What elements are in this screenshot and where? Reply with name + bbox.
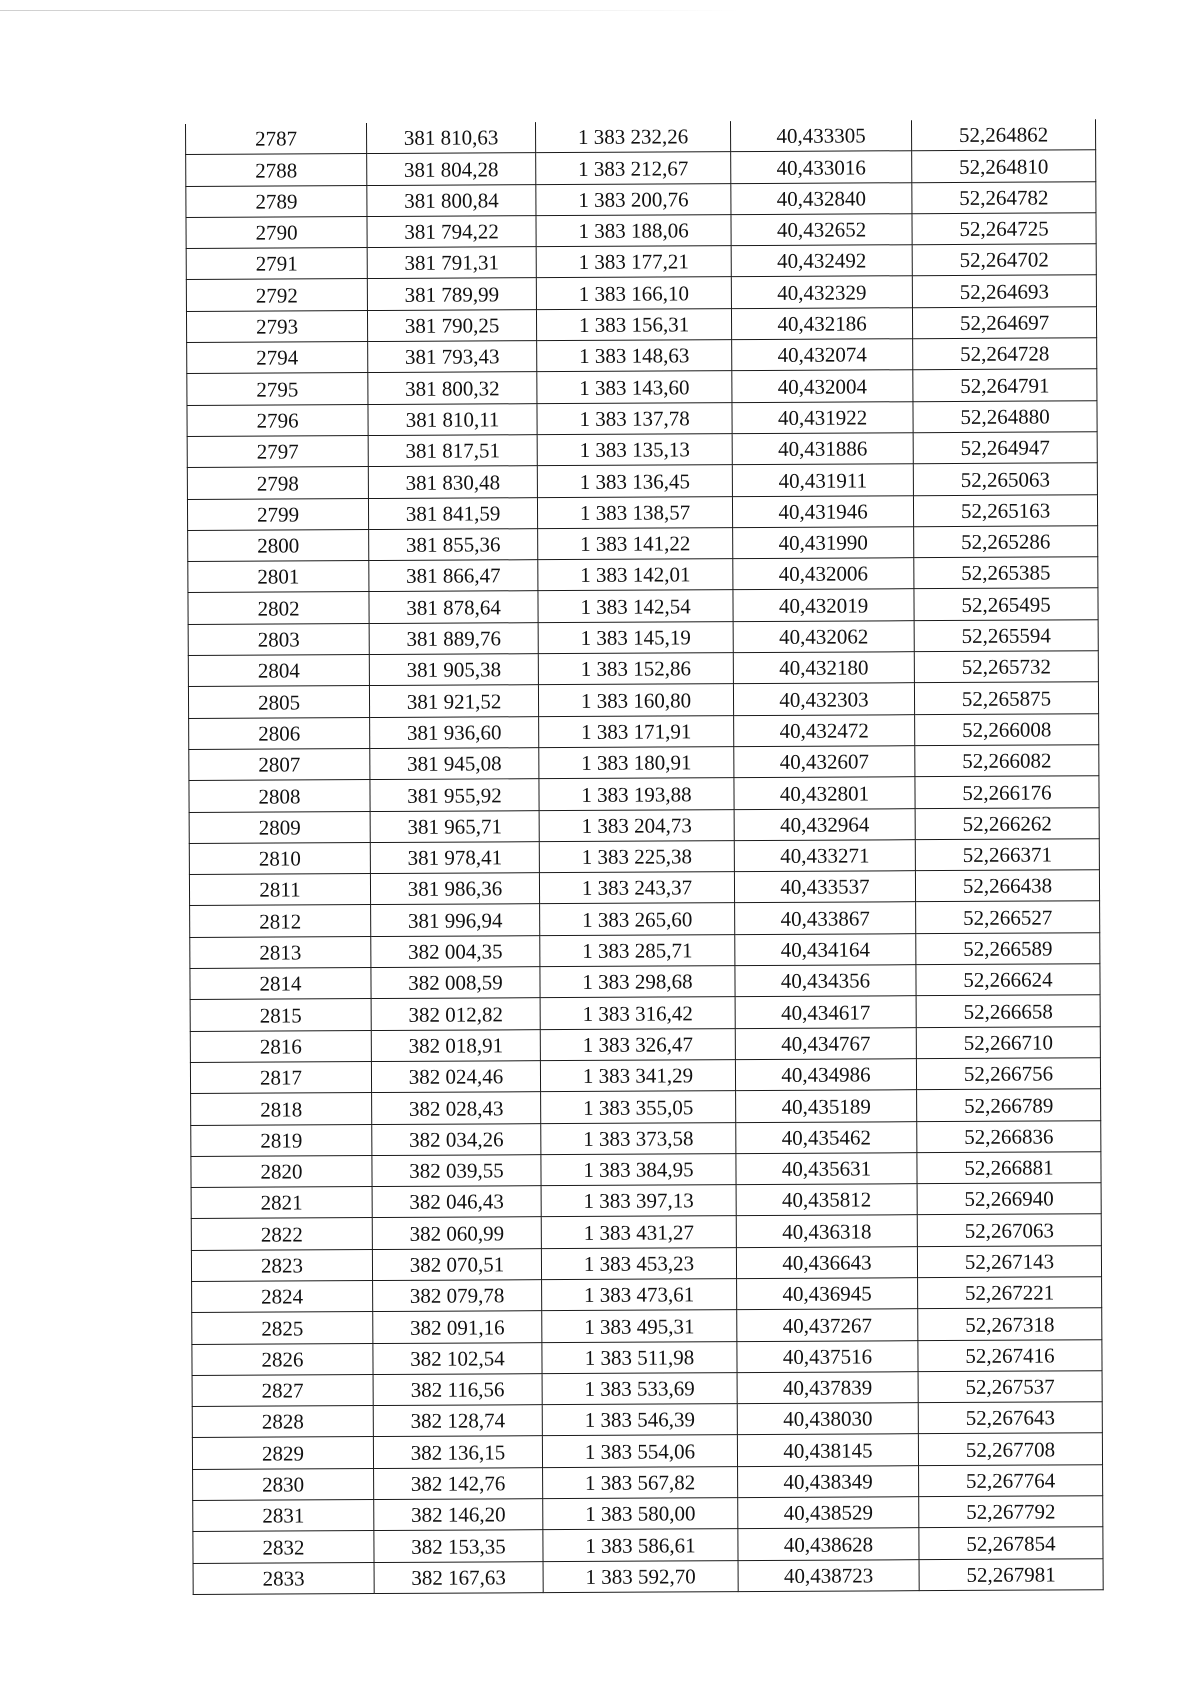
table-row xyxy=(186,150,1096,186)
latitude-cell: 40,432329 xyxy=(731,276,912,308)
longitude-cell: 52,267764 xyxy=(919,1464,1103,1496)
x-coordinate-cell: 381 810,63 xyxy=(366,122,535,154)
table-row xyxy=(191,1214,1101,1250)
x-coordinate-cell: 382 128,74 xyxy=(373,1405,542,1437)
point-number-cell: 2805 xyxy=(188,686,369,718)
longitude-cell: 52,264728 xyxy=(913,338,1097,370)
longitude-cell: 52,264810 xyxy=(912,150,1096,182)
longitude-cell: 52,267981 xyxy=(919,1558,1103,1590)
table-row xyxy=(193,1527,1103,1563)
latitude-cell: 40,438349 xyxy=(738,1465,919,1497)
longitude-cell: 52,266940 xyxy=(917,1183,1101,1215)
latitude-cell: 40,435812 xyxy=(736,1184,917,1216)
table-row xyxy=(186,275,1096,311)
point-number-cell: 2792 xyxy=(186,279,367,311)
table-row xyxy=(188,619,1098,655)
x-coordinate-cell: 382 146,20 xyxy=(374,1499,543,1531)
latitude-cell: 40,434767 xyxy=(735,1027,916,1059)
latitude-cell: 40,438628 xyxy=(738,1528,919,1560)
point-number-cell: 2826 xyxy=(192,1343,373,1375)
x-coordinate-cell: 381 866,47 xyxy=(369,560,538,592)
y-coordinate-cell: 1 383 554,06 xyxy=(542,1435,737,1467)
y-coordinate-cell: 1 383 177,21 xyxy=(536,246,731,278)
longitude-cell: 52,266008 xyxy=(915,713,1099,745)
table-row xyxy=(190,932,1100,968)
latitude-cell: 40,431886 xyxy=(732,433,913,465)
longitude-cell: 52,266881 xyxy=(917,1152,1101,1184)
longitude-cell: 52,267643 xyxy=(918,1402,1102,1434)
longitude-cell: 52,265732 xyxy=(914,651,1098,683)
longitude-cell: 52,264862 xyxy=(911,119,1095,151)
longitude-cell: 52,266527 xyxy=(916,901,1100,933)
latitude-cell: 40,433867 xyxy=(735,902,916,934)
latitude-cell: 40,432019 xyxy=(733,589,914,621)
latitude-cell: 40,434356 xyxy=(735,965,916,997)
point-number-cell: 2799 xyxy=(187,498,368,530)
y-coordinate-cell: 1 383 431,27 xyxy=(541,1216,736,1248)
point-number-cell: 2823 xyxy=(191,1249,372,1281)
longitude-cell: 52,266789 xyxy=(917,1089,1101,1121)
longitude-cell: 52,264880 xyxy=(913,400,1097,432)
coordinates-table xyxy=(185,119,1104,1595)
latitude-cell: 40,432801 xyxy=(734,777,915,809)
latitude-cell: 40,432607 xyxy=(734,746,915,778)
table-row xyxy=(188,588,1098,624)
point-number-cell: 2830 xyxy=(193,1468,374,1500)
longitude-cell: 52,267708 xyxy=(918,1433,1102,1465)
latitude-cell: 40,432472 xyxy=(734,714,915,746)
table-row xyxy=(186,307,1096,343)
x-coordinate-cell: 381 955,92 xyxy=(370,779,539,811)
table-row xyxy=(193,1558,1103,1594)
table-row xyxy=(192,1308,1102,1344)
point-number-cell: 2791 xyxy=(186,248,367,280)
point-number-cell: 2787 xyxy=(186,123,367,155)
y-coordinate-cell: 1 383 567,82 xyxy=(543,1466,738,1498)
point-number-cell: 2821 xyxy=(191,1187,372,1219)
point-number-cell: 2789 xyxy=(186,185,367,217)
latitude-cell: 40,432303 xyxy=(733,683,914,715)
longitude-cell: 52,264697 xyxy=(912,307,1096,339)
table-row xyxy=(191,1120,1101,1156)
table-row xyxy=(186,213,1096,249)
table-row xyxy=(186,119,1096,155)
x-coordinate-cell: 381 794,22 xyxy=(367,216,536,248)
y-coordinate-cell: 1 383 171,91 xyxy=(539,715,734,747)
x-coordinate-cell: 382 091,16 xyxy=(373,1311,542,1343)
longitude-cell: 52,266710 xyxy=(916,1026,1100,1058)
table-row xyxy=(191,1152,1101,1188)
y-coordinate-cell: 1 383 546,39 xyxy=(542,1404,737,1436)
latitude-cell: 40,432652 xyxy=(731,214,912,246)
latitude-cell: 40,432186 xyxy=(731,307,912,339)
x-coordinate-cell: 381 936,60 xyxy=(370,716,539,748)
point-number-cell: 2831 xyxy=(193,1500,374,1532)
point-number-cell: 2803 xyxy=(188,623,369,655)
point-number-cell: 2808 xyxy=(189,780,370,812)
point-number-cell: 2825 xyxy=(192,1312,373,1344)
y-coordinate-cell: 1 383 533,69 xyxy=(542,1373,737,1405)
latitude-cell: 40,438145 xyxy=(737,1434,918,1466)
x-coordinate-cell: 381 965,71 xyxy=(370,810,539,842)
y-coordinate-cell: 1 383 152,86 xyxy=(538,653,733,685)
table-row xyxy=(187,432,1097,468)
y-coordinate-cell: 1 383 473,61 xyxy=(542,1279,737,1311)
latitude-cell: 40,437516 xyxy=(737,1340,918,1372)
longitude-cell: 52,266589 xyxy=(916,932,1100,964)
x-coordinate-cell: 381 804,28 xyxy=(367,153,536,185)
x-coordinate-cell: 382 024,46 xyxy=(371,1061,540,1093)
y-coordinate-cell: 1 383 373,58 xyxy=(541,1122,736,1154)
coordinates-table-body xyxy=(186,119,1104,1594)
longitude-cell: 52,267792 xyxy=(919,1496,1103,1528)
x-coordinate-cell: 381 810,11 xyxy=(368,403,537,435)
table-row xyxy=(193,1464,1103,1500)
table-row xyxy=(188,651,1098,687)
table-row xyxy=(187,494,1097,530)
y-coordinate-cell: 1 383 143,60 xyxy=(537,371,732,403)
latitude-cell: 40,435189 xyxy=(736,1090,917,1122)
longitude-cell: 52,265385 xyxy=(914,557,1098,589)
y-coordinate-cell: 1 383 166,10 xyxy=(536,277,731,309)
table-row xyxy=(187,369,1097,405)
longitude-cell: 52,264947 xyxy=(913,432,1097,464)
y-coordinate-cell: 1 383 136,45 xyxy=(537,465,732,497)
longitude-cell: 52,265063 xyxy=(913,463,1097,495)
longitude-cell: 52,266262 xyxy=(915,807,1099,839)
table-row xyxy=(191,1089,1101,1125)
longitude-cell: 52,266624 xyxy=(916,964,1100,996)
latitude-cell: 40,432004 xyxy=(732,370,913,402)
x-coordinate-cell: 382 034,26 xyxy=(372,1123,541,1155)
latitude-cell: 40,435462 xyxy=(736,1121,917,1153)
point-number-cell: 2816 xyxy=(190,1030,371,1062)
y-coordinate-cell: 1 383 285,71 xyxy=(540,934,735,966)
latitude-cell: 40,431922 xyxy=(732,401,913,433)
table-row xyxy=(190,901,1100,937)
x-coordinate-cell: 381 945,08 xyxy=(370,748,539,780)
table-row xyxy=(188,526,1098,562)
latitude-cell: 40,434164 xyxy=(735,933,916,965)
latitude-cell: 40,438030 xyxy=(737,1403,918,1435)
point-number-cell: 2795 xyxy=(187,373,368,405)
y-coordinate-cell: 1 383 160,80 xyxy=(538,684,733,716)
longitude-cell: 52,264782 xyxy=(912,181,1096,213)
longitude-cell: 52,267318 xyxy=(918,1308,1102,1340)
point-number-cell: 2800 xyxy=(188,529,369,561)
x-coordinate-cell: 381 793,43 xyxy=(368,341,537,373)
x-coordinate-cell: 382 060,99 xyxy=(372,1217,541,1249)
point-number-cell: 2793 xyxy=(186,310,367,342)
table-row xyxy=(189,839,1099,875)
point-number-cell: 2829 xyxy=(192,1437,373,1469)
point-number-cell: 2832 xyxy=(193,1531,374,1563)
y-coordinate-cell: 1 383 135,13 xyxy=(537,434,732,466)
x-coordinate-cell: 381 800,32 xyxy=(368,372,537,404)
point-number-cell: 2812 xyxy=(190,905,371,937)
x-coordinate-cell: 382 028,43 xyxy=(372,1092,541,1124)
x-coordinate-cell: 382 018,91 xyxy=(371,1029,540,1061)
table-row xyxy=(190,1026,1100,1062)
point-number-cell: 2820 xyxy=(191,1155,372,1187)
table-row xyxy=(192,1371,1102,1407)
point-number-cell: 2798 xyxy=(187,467,368,499)
longitude-cell: 52,267063 xyxy=(917,1214,1101,1246)
latitude-cell: 40,438529 xyxy=(738,1497,919,1529)
point-number-cell: 2804 xyxy=(188,655,369,687)
point-number-cell: 2815 xyxy=(190,999,371,1031)
x-coordinate-cell: 381 905,38 xyxy=(369,654,538,686)
table-row xyxy=(189,807,1099,843)
latitude-cell: 40,432492 xyxy=(731,245,912,277)
y-coordinate-cell: 1 383 586,61 xyxy=(543,1529,738,1561)
latitude-cell: 40,432074 xyxy=(732,339,913,371)
x-coordinate-cell: 382 102,54 xyxy=(373,1342,542,1374)
table-row xyxy=(186,181,1096,217)
table-row xyxy=(189,713,1099,749)
y-coordinate-cell: 1 383 243,37 xyxy=(539,872,734,904)
longitude-cell: 52,267143 xyxy=(917,1245,1101,1277)
latitude-cell: 40,432006 xyxy=(733,558,914,590)
table-row xyxy=(192,1402,1102,1438)
latitude-cell: 40,432840 xyxy=(731,182,912,214)
point-number-cell: 2833 xyxy=(193,1562,374,1594)
longitude-cell: 52,266082 xyxy=(915,745,1099,777)
table-row xyxy=(187,463,1097,499)
table-row xyxy=(190,1058,1100,1094)
table-row xyxy=(191,1245,1101,1281)
y-coordinate-cell: 1 383 156,31 xyxy=(536,308,731,340)
x-coordinate-cell: 381 889,76 xyxy=(369,622,538,654)
y-coordinate-cell: 1 383 355,05 xyxy=(541,1091,736,1123)
table-row xyxy=(192,1277,1102,1313)
latitude-cell: 40,438723 xyxy=(738,1559,919,1591)
y-coordinate-cell: 1 383 316,42 xyxy=(540,997,735,1029)
y-coordinate-cell: 1 383 580,00 xyxy=(543,1498,738,1530)
table-row xyxy=(190,964,1100,1000)
x-coordinate-cell: 382 153,35 xyxy=(374,1530,543,1562)
point-number-cell: 2809 xyxy=(189,811,370,843)
table-row xyxy=(189,745,1099,781)
x-coordinate-cell: 381 841,59 xyxy=(368,497,537,529)
latitude-cell: 40,434986 xyxy=(735,1059,916,1091)
latitude-cell: 40,433305 xyxy=(730,120,911,152)
y-coordinate-cell: 1 383 137,78 xyxy=(537,402,732,434)
latitude-cell: 40,432964 xyxy=(734,808,915,840)
y-coordinate-cell: 1 383 212,67 xyxy=(536,152,731,184)
table-row xyxy=(187,338,1097,374)
table-row xyxy=(189,870,1099,906)
coordinates-sheet xyxy=(185,119,1098,1595)
point-number-cell: 2801 xyxy=(188,561,369,593)
longitude-cell: 52,265495 xyxy=(914,588,1098,620)
point-number-cell: 2828 xyxy=(192,1406,373,1438)
latitude-cell: 40,433016 xyxy=(731,151,912,183)
table-row xyxy=(191,1183,1101,1219)
y-coordinate-cell: 1 383 592,70 xyxy=(543,1560,738,1592)
point-number-cell: 2814 xyxy=(190,968,371,1000)
y-coordinate-cell: 1 383 142,01 xyxy=(538,559,733,591)
y-coordinate-cell: 1 383 200,76 xyxy=(536,183,731,215)
y-coordinate-cell: 1 383 138,57 xyxy=(537,496,732,528)
x-coordinate-cell: 381 817,51 xyxy=(368,435,537,467)
x-coordinate-cell: 382 142,76 xyxy=(374,1467,543,1499)
longitude-cell: 52,264693 xyxy=(912,275,1096,307)
table-row xyxy=(188,682,1098,718)
x-coordinate-cell: 381 790,25 xyxy=(367,309,536,341)
point-number-cell: 2811 xyxy=(189,874,370,906)
x-coordinate-cell: 381 830,48 xyxy=(368,466,537,498)
point-number-cell: 2827 xyxy=(192,1374,373,1406)
point-number-cell: 2817 xyxy=(190,1061,371,1093)
longitude-cell: 52,265875 xyxy=(914,682,1098,714)
y-coordinate-cell: 1 383 495,31 xyxy=(542,1310,737,1342)
y-coordinate-cell: 1 383 193,88 xyxy=(539,778,734,810)
x-coordinate-cell: 381 878,64 xyxy=(369,591,538,623)
longitude-cell: 52,265163 xyxy=(913,494,1097,526)
latitude-cell: 40,436945 xyxy=(737,1278,918,1310)
x-coordinate-cell: 381 791,31 xyxy=(367,247,536,279)
latitude-cell: 40,431911 xyxy=(732,464,913,496)
y-coordinate-cell: 1 383 341,29 xyxy=(540,1060,735,1092)
latitude-cell: 40,432062 xyxy=(733,620,914,652)
latitude-cell: 40,437839 xyxy=(737,1372,918,1404)
y-coordinate-cell: 1 383 180,91 xyxy=(539,747,734,779)
latitude-cell: 40,431946 xyxy=(732,495,913,527)
point-number-cell: 2794 xyxy=(187,342,368,374)
x-coordinate-cell: 381 789,99 xyxy=(367,278,536,310)
x-coordinate-cell: 382 046,43 xyxy=(372,1186,541,1218)
y-coordinate-cell: 1 383 232,26 xyxy=(535,121,730,153)
x-coordinate-cell: 381 996,94 xyxy=(371,904,540,936)
longitude-cell: 52,264791 xyxy=(913,369,1097,401)
latitude-cell: 40,436643 xyxy=(736,1246,917,1278)
point-number-cell: 2818 xyxy=(191,1093,372,1125)
x-coordinate-cell: 382 004,35 xyxy=(371,935,540,967)
y-coordinate-cell: 1 383 145,19 xyxy=(538,621,733,653)
longitude-cell: 52,264702 xyxy=(912,244,1096,276)
x-coordinate-cell: 382 012,82 xyxy=(371,998,540,1030)
longitude-cell: 52,266658 xyxy=(916,995,1100,1027)
y-coordinate-cell: 1 383 298,68 xyxy=(540,966,735,998)
longitude-cell: 52,267537 xyxy=(918,1371,1102,1403)
point-number-cell: 2813 xyxy=(190,936,371,968)
x-coordinate-cell: 382 136,15 xyxy=(373,1436,542,1468)
longitude-cell: 52,264725 xyxy=(912,213,1096,245)
x-coordinate-cell: 381 800,84 xyxy=(367,184,536,216)
longitude-cell: 52,266756 xyxy=(916,1058,1100,1090)
y-coordinate-cell: 1 383 148,63 xyxy=(537,340,732,372)
scan-edge-line xyxy=(0,10,740,11)
y-coordinate-cell: 1 383 225,38 xyxy=(539,840,734,872)
longitude-cell: 52,265286 xyxy=(914,526,1098,558)
table-row xyxy=(189,776,1099,812)
latitude-cell: 40,433537 xyxy=(734,871,915,903)
longitude-cell: 52,266438 xyxy=(915,870,1099,902)
table-row xyxy=(193,1496,1103,1532)
table-row xyxy=(192,1339,1102,1375)
x-coordinate-cell: 381 855,36 xyxy=(369,529,538,561)
longitude-cell: 52,266836 xyxy=(917,1120,1101,1152)
longitude-cell: 52,265594 xyxy=(914,619,1098,651)
x-coordinate-cell: 382 008,59 xyxy=(371,967,540,999)
x-coordinate-cell: 381 921,52 xyxy=(369,685,538,717)
table-row xyxy=(192,1433,1102,1469)
latitude-cell: 40,435631 xyxy=(736,1152,917,1184)
y-coordinate-cell: 1 383 141,22 xyxy=(538,527,733,559)
y-coordinate-cell: 1 383 511,98 xyxy=(542,1341,737,1373)
point-number-cell: 2822 xyxy=(191,1218,372,1250)
y-coordinate-cell: 1 383 188,06 xyxy=(536,215,731,247)
longitude-cell: 52,267416 xyxy=(918,1339,1102,1371)
y-coordinate-cell: 1 383 326,47 xyxy=(540,1028,735,1060)
longitude-cell: 52,267221 xyxy=(918,1277,1102,1309)
point-number-cell: 2810 xyxy=(189,842,370,874)
table-row xyxy=(186,244,1096,280)
point-number-cell: 2796 xyxy=(187,404,368,436)
x-coordinate-cell: 381 986,36 xyxy=(370,873,539,905)
longitude-cell: 52,267854 xyxy=(919,1527,1103,1559)
y-coordinate-cell: 1 383 384,95 xyxy=(541,1153,736,1185)
x-coordinate-cell: 381 978,41 xyxy=(370,841,539,873)
point-number-cell: 2824 xyxy=(192,1281,373,1313)
point-number-cell: 2807 xyxy=(189,748,370,780)
x-coordinate-cell: 382 079,78 xyxy=(373,1280,542,1312)
point-number-cell: 2819 xyxy=(191,1124,372,1156)
latitude-cell: 40,436318 xyxy=(736,1215,917,1247)
y-coordinate-cell: 1 383 265,60 xyxy=(540,903,735,935)
x-coordinate-cell: 382 167,63 xyxy=(374,1561,543,1593)
x-coordinate-cell: 382 116,56 xyxy=(373,1374,542,1406)
point-number-cell: 2790 xyxy=(186,216,367,248)
longitude-cell: 52,266176 xyxy=(915,776,1099,808)
x-coordinate-cell: 382 039,55 xyxy=(372,1154,541,1186)
y-coordinate-cell: 1 383 142,54 xyxy=(538,590,733,622)
latitude-cell: 40,437267 xyxy=(737,1309,918,1341)
y-coordinate-cell: 1 383 453,23 xyxy=(541,1247,736,1279)
longitude-cell: 52,266371 xyxy=(915,839,1099,871)
latitude-cell: 40,432180 xyxy=(733,652,914,684)
point-number-cell: 2806 xyxy=(189,717,370,749)
latitude-cell: 40,434617 xyxy=(735,996,916,1028)
table-row xyxy=(187,400,1097,436)
y-coordinate-cell: 1 383 397,13 xyxy=(541,1185,736,1217)
point-number-cell: 2788 xyxy=(186,154,367,186)
point-number-cell: 2802 xyxy=(188,592,369,624)
table-row xyxy=(190,995,1100,1031)
y-coordinate-cell: 1 383 204,73 xyxy=(539,809,734,841)
latitude-cell: 40,431990 xyxy=(733,527,914,559)
latitude-cell: 40,433271 xyxy=(734,840,915,872)
table-row xyxy=(188,557,1098,593)
point-number-cell: 2797 xyxy=(187,436,368,468)
x-coordinate-cell: 382 070,51 xyxy=(372,1248,541,1280)
